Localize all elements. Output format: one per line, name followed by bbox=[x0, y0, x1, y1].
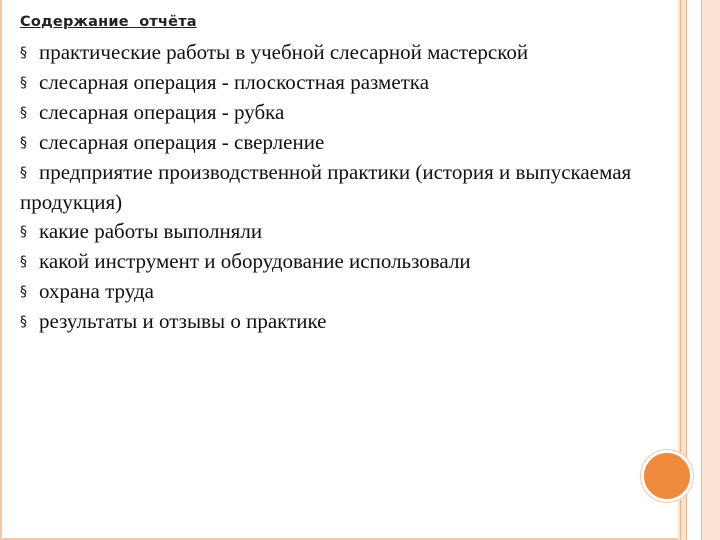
bullet-icon: § bbox=[20, 135, 27, 151]
list-item bbox=[20, 98, 660, 128]
bullet-icon: § bbox=[20, 75, 27, 91]
list-item-text: практические работы в учебной слесарной мастерской bbox=[39, 40, 529, 64]
list-item bbox=[20, 128, 660, 158]
list-item bbox=[20, 217, 660, 247]
slide-title: Содержание отчёта bbox=[20, 14, 197, 30]
list-item bbox=[20, 158, 660, 217]
list-item bbox=[20, 68, 660, 98]
border-stripe bbox=[686, 0, 702, 540]
list-item-text: слесарная операция - плоскостная разметка bbox=[39, 70, 430, 94]
list-item-text: какие работы выполняли bbox=[39, 219, 263, 243]
bullet-icon: § bbox=[20, 165, 27, 181]
bullet-icon: § bbox=[20, 224, 27, 240]
list-item-text: результаты и отзывы о практике bbox=[39, 309, 327, 333]
bullet-icon: § bbox=[20, 314, 27, 330]
bullet-icon: § bbox=[20, 284, 27, 300]
bullet-icon: § bbox=[20, 254, 27, 270]
list-item bbox=[20, 277, 660, 307]
list-item-text: предприятие производственной практики (история и выпускаемая продукция) bbox=[20, 160, 632, 214]
bullet-icon: § bbox=[20, 105, 27, 121]
content-list bbox=[20, 38, 660, 337]
orange-circle-decoration bbox=[641, 450, 693, 502]
list-item-text: слесарная операция - рубка bbox=[39, 100, 285, 124]
left-border-line bbox=[0, 0, 2, 540]
bullet-icon: § bbox=[20, 45, 27, 61]
list-item bbox=[20, 247, 660, 277]
list-item-text: какой инструмент и оборудование использовали bbox=[39, 249, 471, 273]
list-item bbox=[20, 38, 660, 68]
list-item-text: охрана труда bbox=[39, 279, 154, 303]
list-item-text: слесарная операция - сверление bbox=[39, 130, 325, 154]
list-item bbox=[20, 307, 660, 337]
